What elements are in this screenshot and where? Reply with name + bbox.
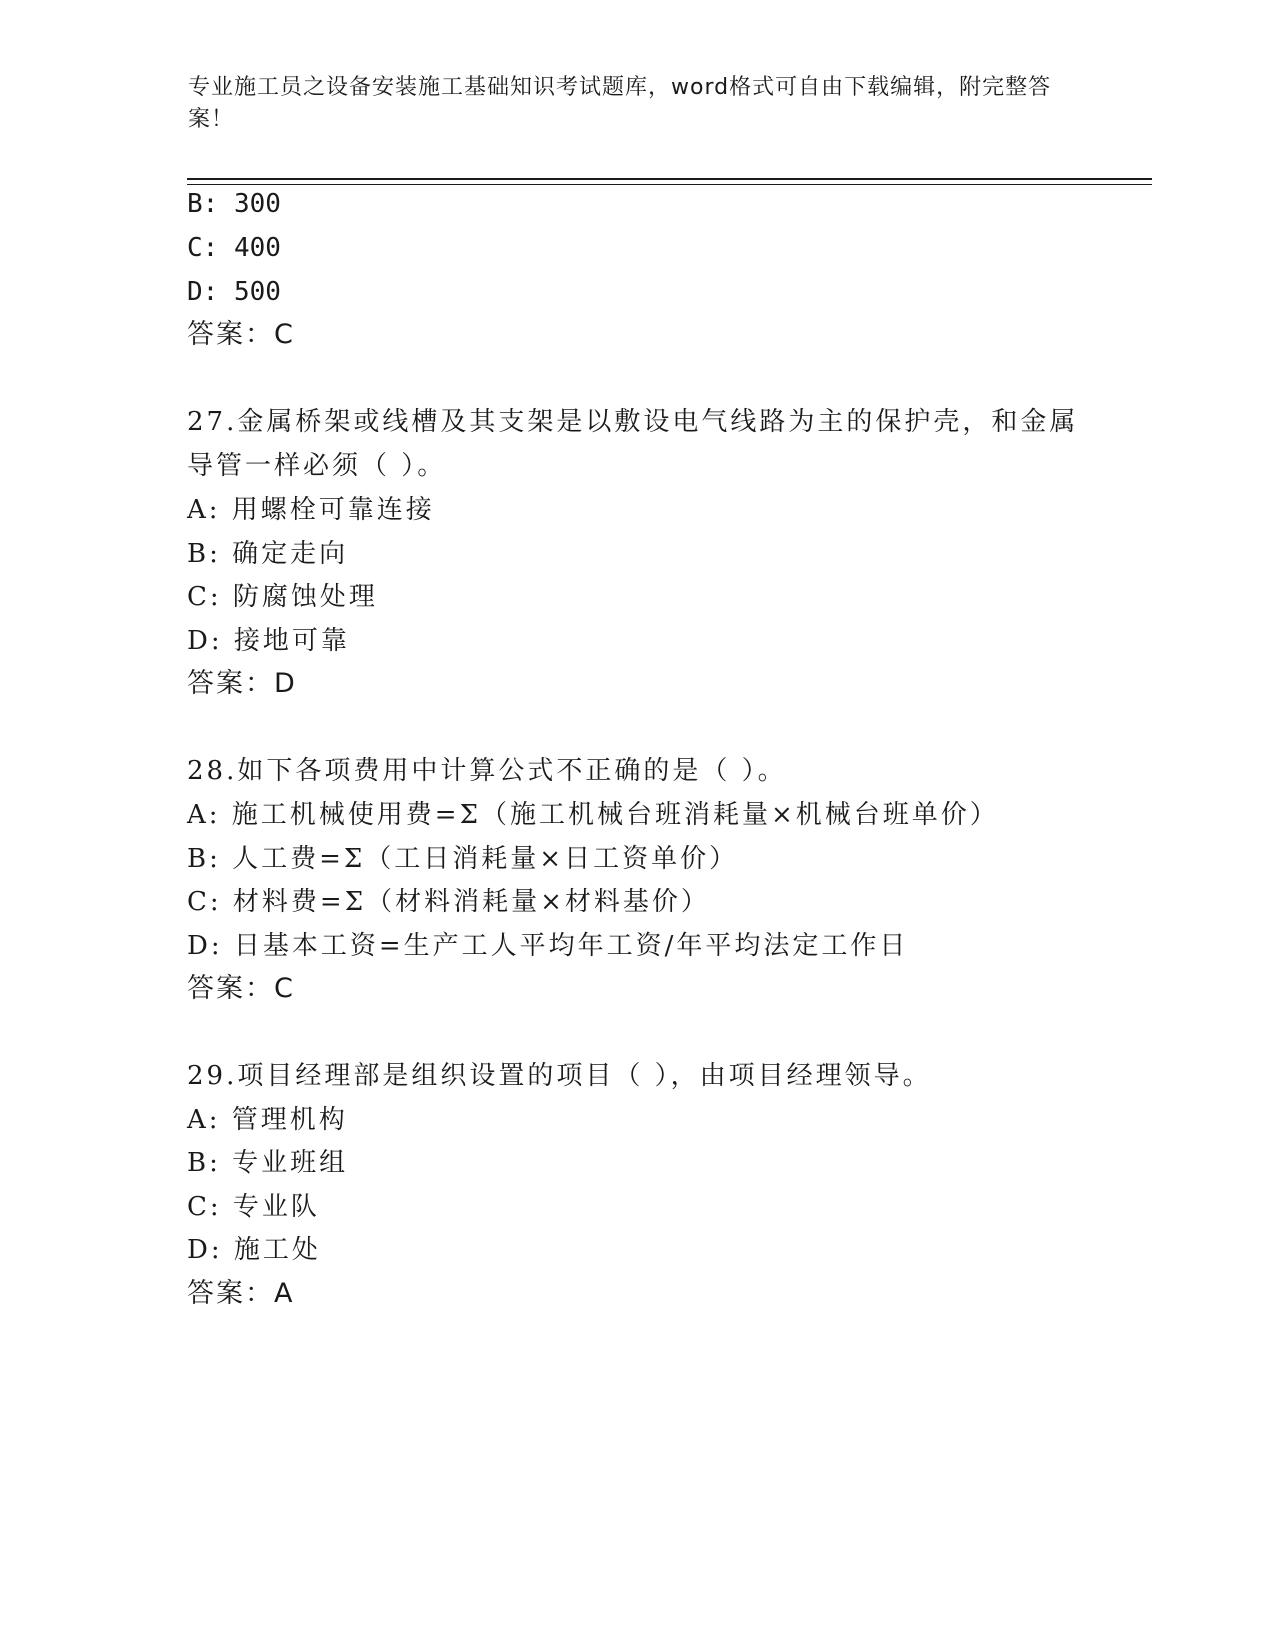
option-c: C: 防腐蚀处理 — [187, 582, 378, 612]
question-stem-continued: 导管一样必须（ ）。 — [187, 451, 447, 481]
header-divider-thick — [187, 178, 1152, 180]
option-c: C: 材料费=Σ（材料消耗量×材料基价） — [187, 887, 710, 917]
option-b: B: 人工费=Σ（工日消耗量×日工资单价） — [187, 844, 739, 874]
option-a: A: 管理机构 — [187, 1105, 348, 1135]
option-b: B: 专业班组 — [187, 1148, 349, 1178]
document-header: 专业施工员之设备安装施工基础知识考试题库，word格式可自由下载编辑，附完整答案！ — [188, 75, 1052, 132]
answer-line: 答案：C — [187, 319, 295, 350]
option-d: D: 500 — [187, 277, 281, 307]
answer-line: 答案：C — [187, 973, 295, 1004]
question-stem: 28.如下各项费用中计算公式不正确的是（ ）。 — [187, 756, 787, 786]
header-divider-thin — [187, 184, 1152, 185]
option-b: B: 确定走向 — [187, 539, 349, 569]
option-a: A: 施工机械使用费=Σ（施工机械台班消耗量×机械台班单价） — [187, 800, 999, 830]
option-d: D: 日基本工资=生产工人平均年工资/年平均法定工作日 — [187, 931, 909, 961]
option-a: A: 用螺栓可靠连接 — [187, 495, 435, 525]
option-c: C: 专业队 — [187, 1192, 320, 1222]
option-d: D: 施工处 — [187, 1235, 321, 1265]
question-stem: 27.金属桥架或线槽及其支架是以敷设电气线路为主的保护壳，和金属 — [187, 407, 1079, 437]
answer-line: 答案：A — [187, 1278, 295, 1309]
option-b: B: 300 — [187, 189, 281, 219]
option-d: D: 接地可靠 — [187, 626, 350, 656]
option-c: C: 400 — [187, 233, 281, 263]
answer-line: 答案：D — [187, 668, 297, 699]
question-stem: 29.项目经理部是组织设置的项目（ ），由项目经理领导。 — [187, 1061, 932, 1091]
